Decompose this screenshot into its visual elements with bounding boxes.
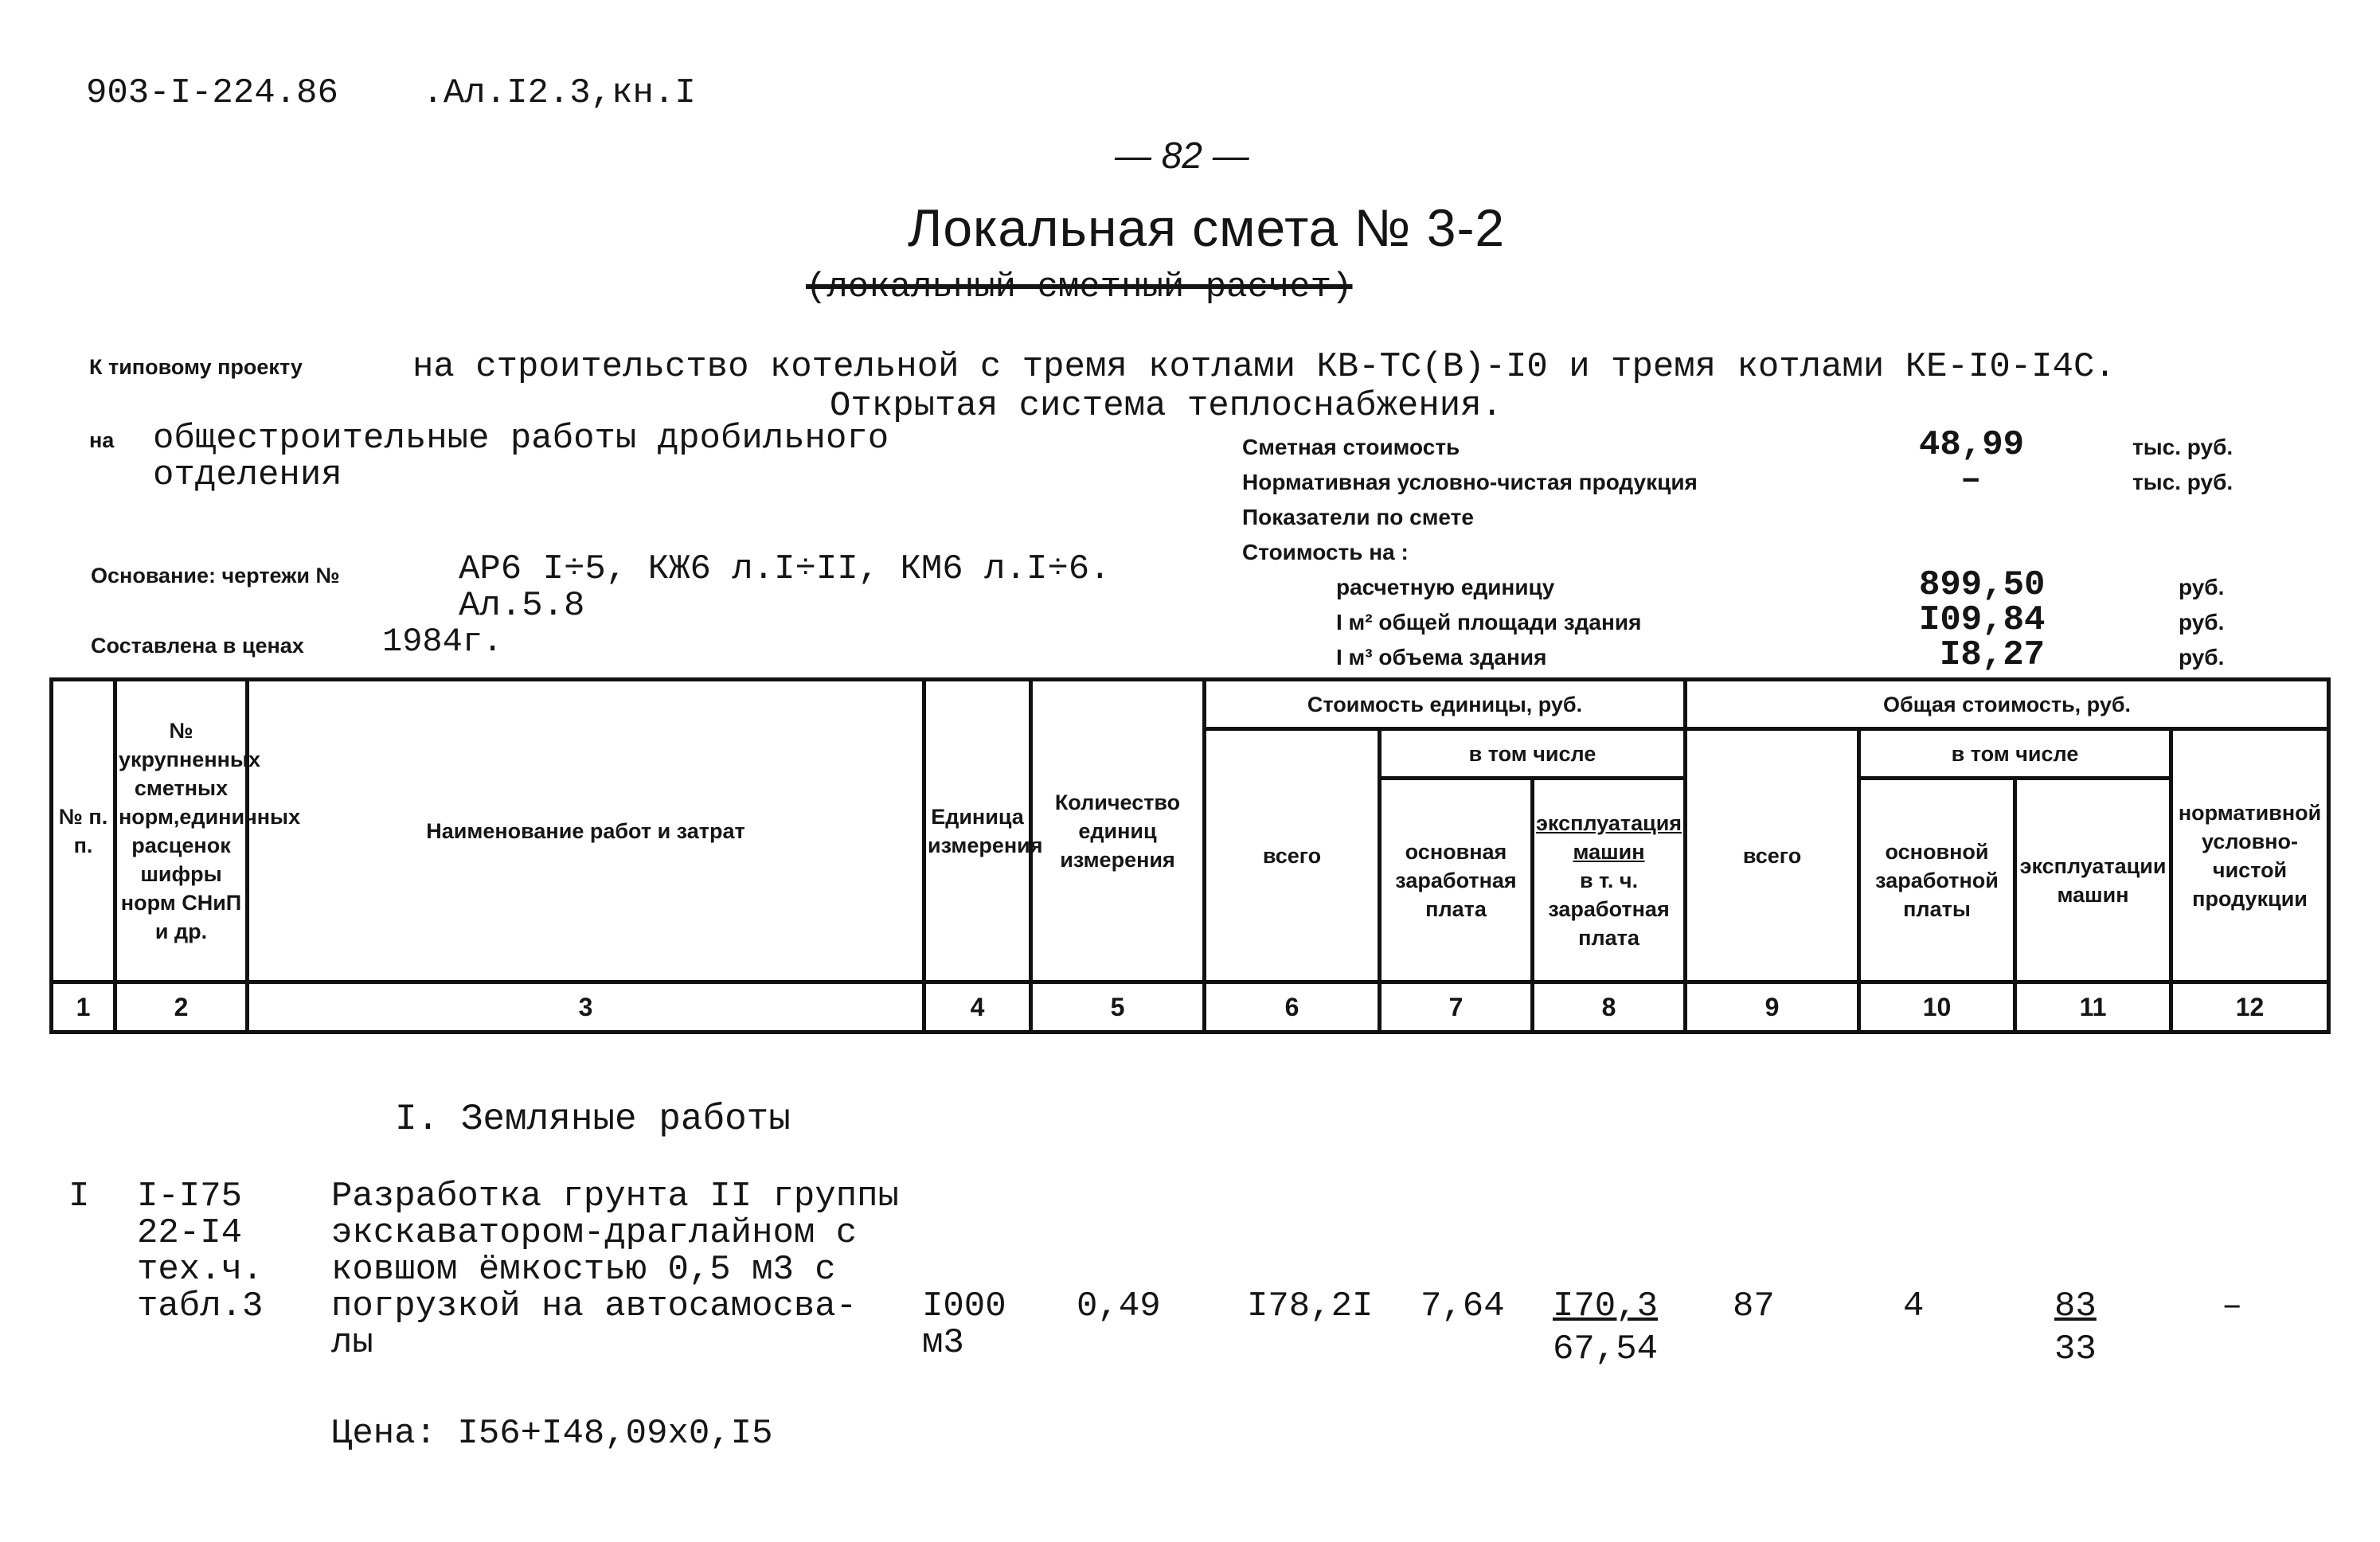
row-norm-code: I-I75 22-I4 тех.ч. табл.3 bbox=[137, 1177, 264, 1326]
prices-year: 1984г. bbox=[382, 623, 503, 661]
row-total: 87 bbox=[1733, 1286, 1775, 1326]
column-number: 9 bbox=[1686, 982, 1859, 1033]
row-unit: I000 м3 bbox=[922, 1286, 1006, 1363]
row-work-name: Разработка грунта II группы экскаватором-драглайном с ковшом ёмкостью 0,5 м3 с погрузкой на автосамосва- лы bbox=[331, 1177, 899, 1363]
col-work-name-header: Наименование работ и затрат bbox=[248, 680, 924, 982]
per-volume-unit: руб. bbox=[2179, 645, 2225, 670]
row-total-machine: 83 bbox=[2054, 1286, 2097, 1326]
estimate-table-header bbox=[49, 677, 2331, 1034]
col-total-machine-header: эксплуатации машин bbox=[2015, 779, 2171, 982]
col-quantity-header: Количество единиц измерения bbox=[1031, 680, 1205, 982]
row-quantity: 0,49 bbox=[1077, 1286, 1161, 1326]
subtitle-text: (локальный сметный расчет) bbox=[806, 267, 1353, 307]
per-unit-row bbox=[1242, 565, 2225, 610]
column-number: 10 bbox=[1859, 982, 2015, 1033]
machine-operation-label: эксплуатация машин bbox=[1536, 810, 1682, 864]
col-unit-total-header: всего bbox=[1205, 729, 1380, 982]
column-number: 3 bbox=[248, 982, 924, 1033]
per-unit-value: 899,50 bbox=[1919, 565, 2046, 605]
unit-cost-group-header: Стоимость единицы, руб. bbox=[1205, 680, 1686, 729]
column-number: 11 bbox=[2015, 982, 2171, 1033]
per-volume-label: I м³ объема здания bbox=[1336, 645, 1547, 670]
project-label: К типовому проекту bbox=[89, 355, 303, 379]
indicators-heading: Показатели по смете bbox=[1242, 505, 1474, 529]
page-subtitle bbox=[806, 267, 1353, 307]
normative-label: Нормативная условно-чистая продукция bbox=[1242, 470, 1698, 494]
project-text-2: Открытая система теплоснабжения. bbox=[830, 386, 1503, 426]
cost-per-heading: Стоимость на : bbox=[1242, 540, 1409, 564]
per-unit-unit: руб. bbox=[2179, 575, 2225, 599]
page-title: Локальная смета № 3-2 bbox=[908, 198, 1506, 257]
work-text: общестроительные работы дробильного отделения bbox=[153, 419, 889, 495]
cost-indicators bbox=[1242, 425, 2233, 680]
total-cost-group-header: Общая стоимость, руб. bbox=[1686, 680, 2329, 729]
page-number: — 82 — bbox=[1115, 135, 1249, 176]
total-including-header: в том числе bbox=[1859, 729, 2171, 779]
column-number: 4 bbox=[924, 982, 1031, 1033]
unit-including-header: в том числе bbox=[1380, 729, 1686, 779]
per-area-row bbox=[1242, 600, 2225, 645]
col-total-header: всего bbox=[1686, 729, 1859, 982]
row-unit-cost-machine-wage: 67,54 bbox=[1553, 1329, 1659, 1369]
col-normative-header: нормативной условно-чистой продукции bbox=[2171, 729, 2329, 982]
estimated-cost-value: 48,99 bbox=[1919, 425, 2025, 465]
section-title: I. Земляные работы bbox=[395, 1099, 791, 1140]
col-number-header: № п. п. bbox=[52, 680, 115, 982]
per-area-unit: руб. bbox=[2179, 610, 2225, 634]
column-number: 7 bbox=[1380, 982, 1533, 1033]
normative-row bbox=[1242, 460, 2233, 505]
column-number: 6 bbox=[1205, 982, 1380, 1033]
price-formula: Цена: I56+I48,09х0,I5 bbox=[331, 1414, 773, 1454]
per-volume-row bbox=[1242, 635, 2225, 680]
row-unit-cost-machine: I70,3 bbox=[1553, 1286, 1659, 1326]
machine-wage-label: в т. ч. заработная плата bbox=[1548, 868, 1670, 950]
column-number: 12 bbox=[2171, 982, 2329, 1033]
per-unit-label: расчетную единицу bbox=[1336, 575, 1555, 599]
per-area-value: I09,84 bbox=[1919, 600, 2046, 640]
column-number: 8 bbox=[1533, 982, 1686, 1033]
col-norm-code-header: № укрупненных сметных норм,единичных расценок шифры норм СНиП и др. bbox=[115, 680, 248, 982]
per-area-label: I м² общей площади здания bbox=[1336, 610, 1642, 634]
normative-unit: тыс. руб. bbox=[2132, 470, 2233, 494]
project-text: на строительство котельной с тремя котлами КВ-ТС(В)-I0 и тремя котлами КЕ-I0-I4С. bbox=[412, 347, 2116, 387]
column-numbers-row bbox=[52, 982, 2329, 1033]
normative-value: – bbox=[1960, 460, 1982, 500]
row-number: I bbox=[68, 1177, 90, 1216]
basis-text: АР6 I÷5, КЖ6 л.I÷II, КМ6 л.I÷6. Ал.5.8 bbox=[459, 549, 1111, 626]
column-number: 2 bbox=[115, 982, 248, 1033]
row-total-machine-wage: 33 bbox=[2054, 1329, 2097, 1369]
estimated-cost-row bbox=[1242, 425, 2233, 470]
estimated-cost-unit: тыс. руб. bbox=[2132, 435, 2233, 459]
col-total-wage-header: основной заработной платы bbox=[1859, 779, 2015, 982]
column-number: 5 bbox=[1031, 982, 1205, 1033]
prices-label: Составлена в ценах bbox=[91, 634, 304, 658]
document-code: 903-I-224.86 .Ал.I2.3,кн.I bbox=[86, 73, 696, 113]
column-number: 1 bbox=[52, 982, 115, 1033]
estimated-cost-label: Сметная стоимость bbox=[1242, 435, 1460, 459]
col-unit-header: Единица измерения bbox=[924, 680, 1031, 982]
col-unit-wage-header: основная заработная плата bbox=[1380, 779, 1533, 982]
row-unit-cost-total: I78,2I bbox=[1247, 1286, 1374, 1326]
row-total-wage: 4 bbox=[1903, 1286, 1925, 1326]
row-unit-cost-wage: 7,64 bbox=[1421, 1286, 1505, 1326]
row-normative: – bbox=[2222, 1286, 2243, 1326]
work-label: на bbox=[89, 428, 115, 452]
basis-label: Основание: чертежи № bbox=[91, 564, 340, 588]
col-unit-machine-header bbox=[1533, 779, 1686, 982]
per-volume-value: I8,27 bbox=[1940, 635, 2046, 675]
